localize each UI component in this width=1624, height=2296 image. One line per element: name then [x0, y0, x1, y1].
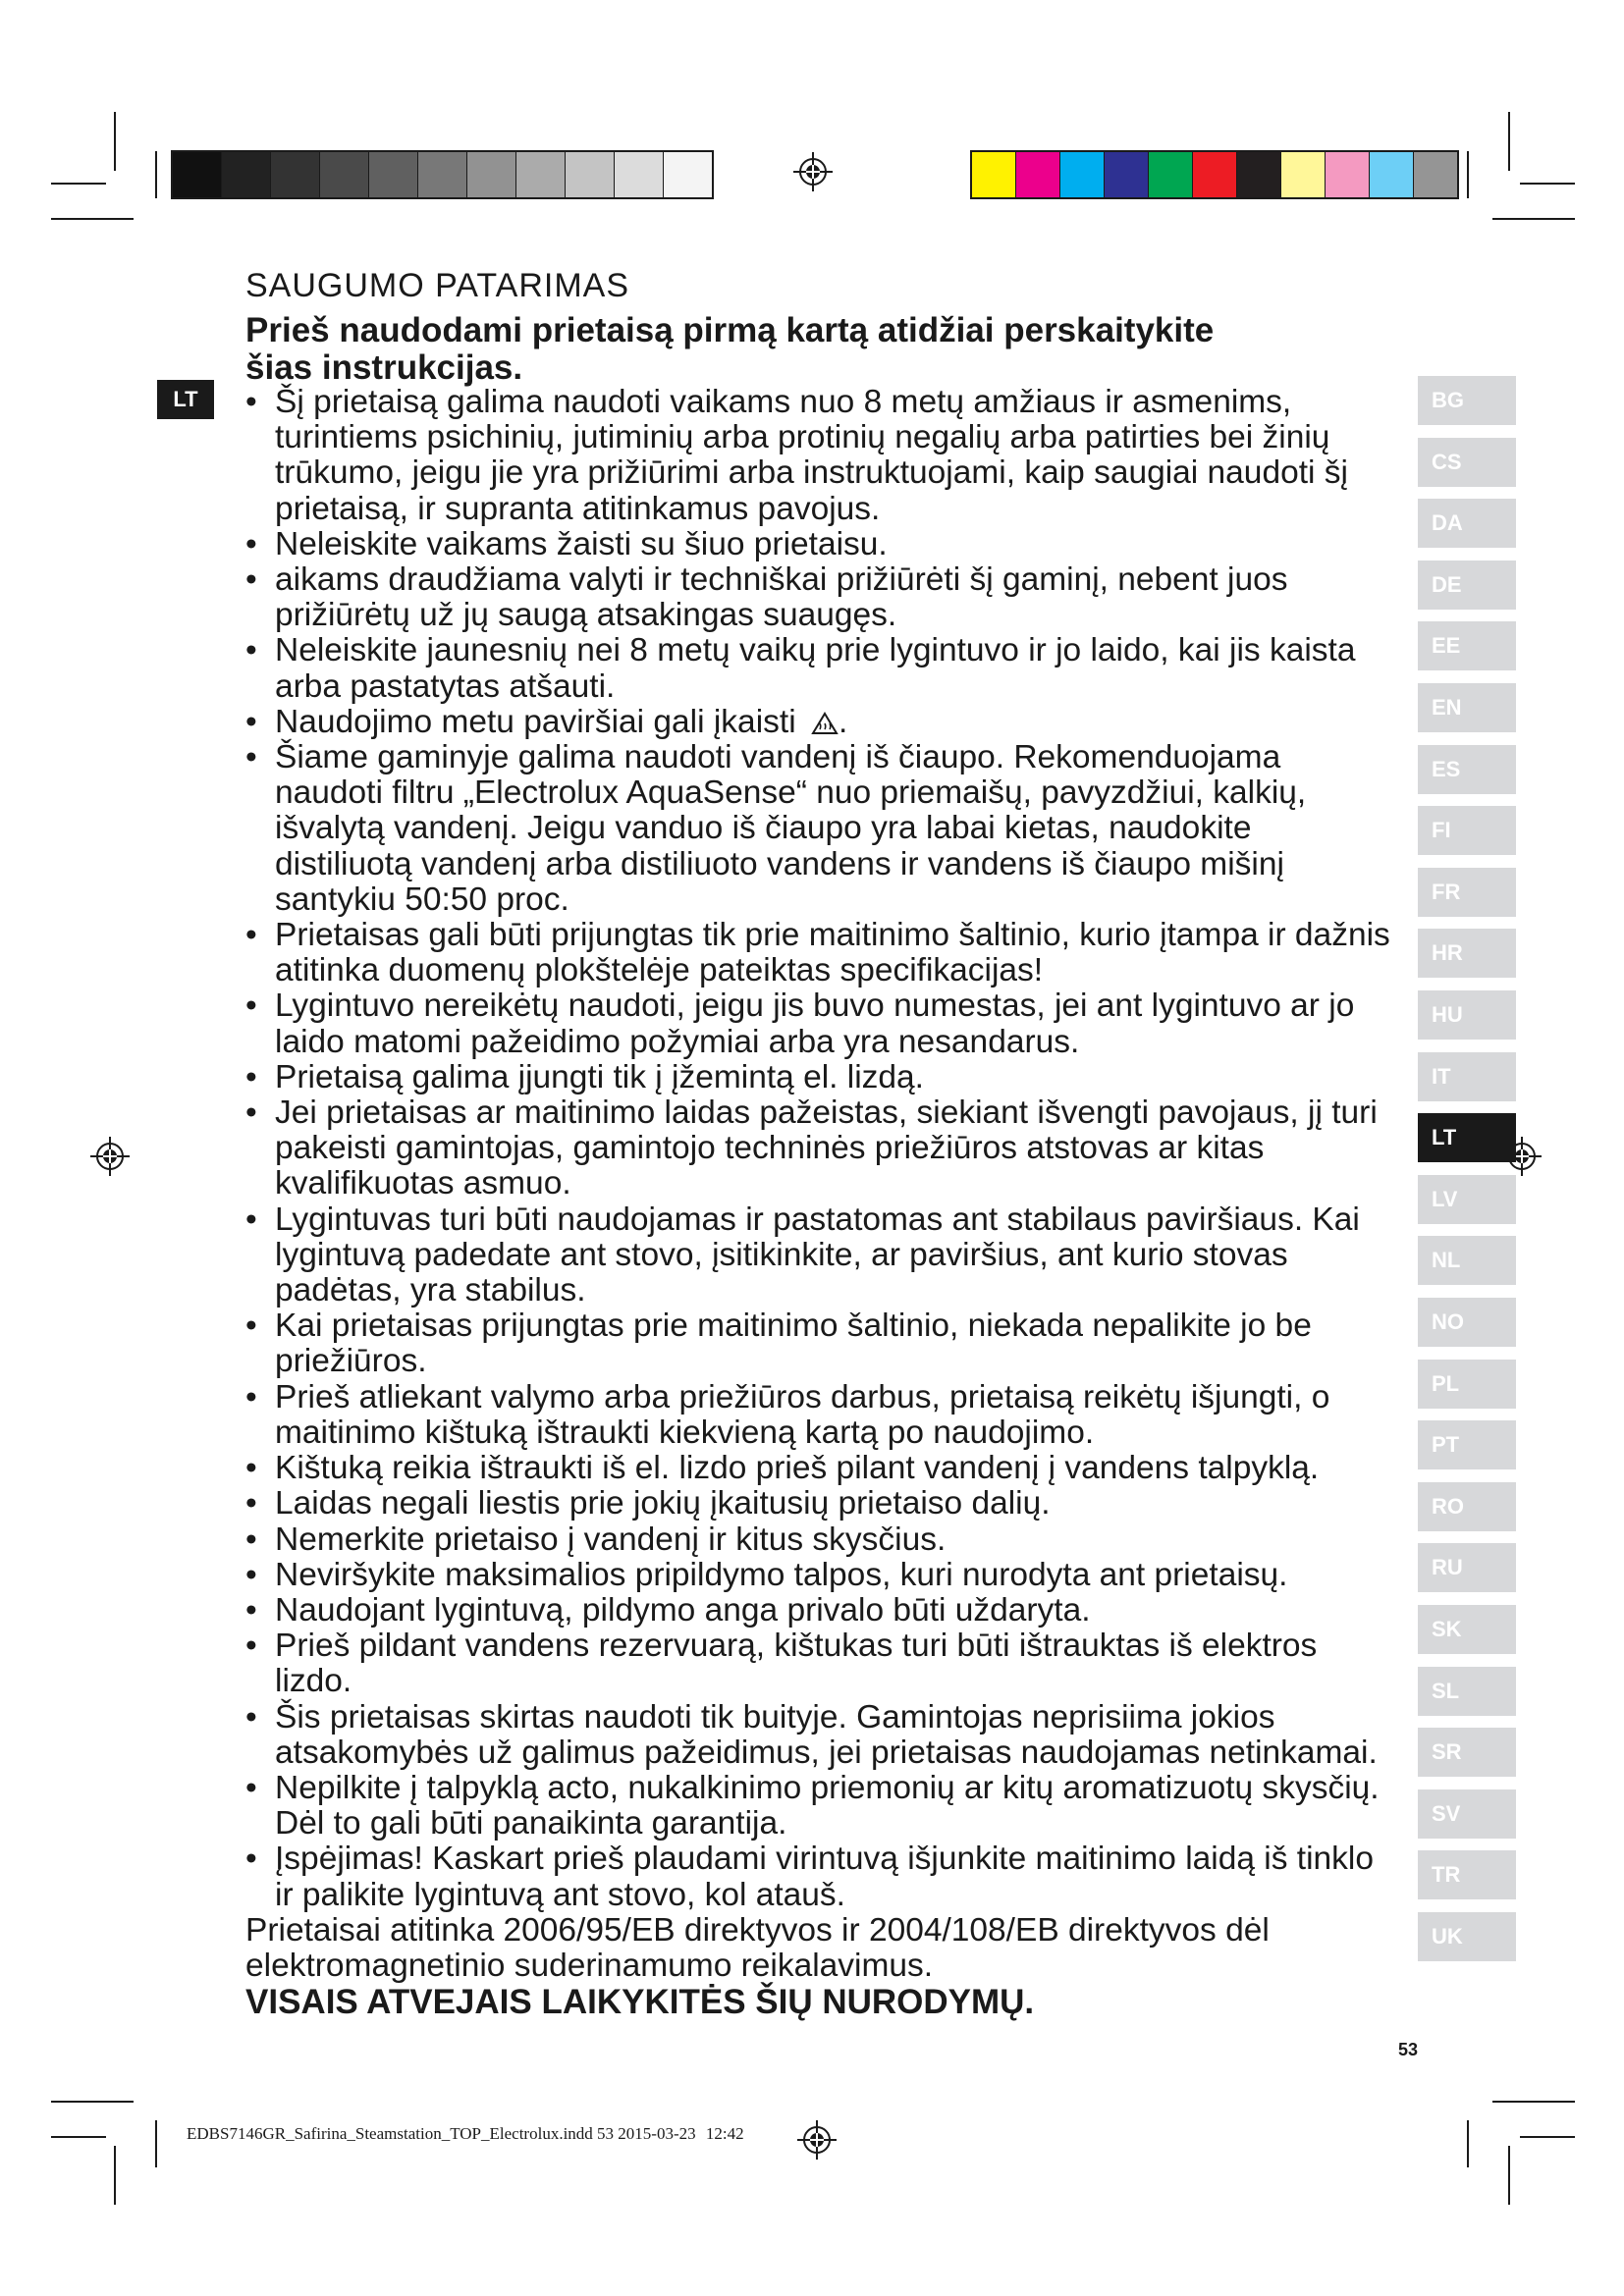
list-item: • Prieš pildant vandens rezervuarą, kištukas turi būti ištrauktas iš elektros lizdo. [245, 1629, 1394, 1699]
language-tab-hu: HU [1418, 990, 1516, 1040]
language-tab-es: ES [1418, 745, 1516, 794]
grayscale-calibration-strip [171, 150, 714, 199]
gray-swatch [320, 152, 369, 197]
language-tab-nl: NL [1418, 1236, 1516, 1285]
gray-swatch [222, 152, 271, 197]
list-item: • Neleiskite vaikams žaisti su šiuo prietaisu. [245, 527, 1394, 562]
language-tab-hr: HR [1418, 929, 1516, 978]
footer-date: 2015-03-23 [618, 2124, 696, 2143]
color-swatch [972, 152, 1016, 197]
language-tab-tr: TR [1418, 1850, 1516, 1899]
color-swatch [1281, 152, 1326, 197]
registration-mark-icon [797, 2120, 837, 2160]
list-item: • Lygintuvo nereikėtų naudoti, jeigu jis buvo numestas, jei ant lygintuvo ar jo laido matomi pažeidimo požymiai arba yra nesandarus. [245, 988, 1394, 1059]
footer-time: 12:42 [705, 2124, 744, 2143]
color-swatch [1105, 152, 1149, 197]
language-tab-ru: RU [1418, 1543, 1516, 1592]
gray-swatch [467, 152, 516, 197]
gray-swatch [271, 152, 320, 197]
gray-swatch [173, 152, 222, 197]
list-item: • Nepilkite į talpyklą acto, nukalkinimo priemonių ar kitų aromatizuotų skysčių. Dėl to gali būti panaikinta garantija. [245, 1771, 1394, 1842]
safety-instructions [245, 385, 1394, 2021]
color-swatch [1060, 152, 1105, 197]
print-slug [187, 2124, 744, 2144]
color-swatch [1326, 152, 1370, 197]
list-item: • Jei prietaisas ar maitinimo laidas pažeistas, siekiant išvengti pavojaus, jį turi pakeisti gamintojas, gamintojo techninės priežiūros atstovas ar kitas kvalifikuotas asmuo. [245, 1095, 1394, 1202]
hot-surface-warning-icon [811, 712, 839, 735]
color-swatch [1237, 152, 1281, 197]
language-tab-pl: PL [1418, 1360, 1516, 1409]
color-swatch [1149, 152, 1193, 197]
list-item: • Šiame gaminyje galima naudoti vandenį iš čiaupo. Rekomenduojama naudoti filtru „Electrolux AquaSense“ nuo priemaišų, pavyzdžiui, kalkių, išvalytą vandenį. Jeigu vanduo iš čiaupo yra labai kietas, naudokite distiliuotą vandenį arba distiliuoto vandens ir vandens iš čiaupo mišinį santykiu 50:50 proc. [245, 740, 1394, 918]
language-tab-sr: SR [1418, 1728, 1516, 1777]
color-calibration-strip [970, 150, 1459, 199]
gray-swatch [615, 152, 664, 197]
language-tab-ee: EE [1418, 621, 1516, 670]
list-item: • Prieš atliekant valymo arba priežiūros darbus, prietaisą reikėtų išjungti, o maitinimo kištuką ištraukti kiekvieną kartą po naudojimo. [245, 1380, 1394, 1451]
gray-swatch [566, 152, 615, 197]
color-swatch [1193, 152, 1237, 197]
registration-mark-icon [793, 152, 833, 191]
list-item: • Lygintuvas turi būti naudojamas ir pastatomas ant stabilaus paviršiaus. Kai lygintuvą padedate ant stovo, įsitikinkite, ar paviršius, ant kurio stovas padėtas, yra stabilus. [245, 1202, 1394, 1309]
color-swatch [1414, 152, 1457, 197]
language-tab-uk: UK [1418, 1912, 1516, 1961]
list-item: • Prietaisas gali būti prijungtas tik prie maitinimo šaltinio, kurio įtampa ir dažnis atitinka duomenų plokštelėje pateiktas specifikacijas! [245, 918, 1394, 988]
safety-list [245, 385, 1394, 1913]
list-item: • Nemerkite prietaiso į vandenį ir kitus skysčius. [245, 1522, 1394, 1558]
language-tab-ro: RO [1418, 1482, 1516, 1531]
footer-page: 53 [597, 2124, 615, 2143]
compliance-statement: Prietaisai atitinka 2006/95/EB direktyvos ir 2004/108/EB direktyvos dėl elektromagnetinio suderinamumo reikalavimus. [245, 1911, 1270, 1984]
language-tab-lv: LV [1418, 1175, 1516, 1224]
list-item: • Šį prietaisą galima naudoti vaikams nuo 8 metų amžiaus ir asmenims, turintiems psichinių, jutiminių arba protinių negalių arba patirties bei žinių trūkumo, jeigu jie yra prižiūrimi arba instruktuojami, kaip saugiai naudoti šį prietaisą, ir supranta atitinkamus pavojus. [245, 385, 1394, 527]
language-tab-de: DE [1418, 561, 1516, 610]
list-item: • Naudojant lygintuvą, pildymo anga privalo būti uždaryta. [245, 1593, 1394, 1629]
language-tab-it: IT [1418, 1052, 1516, 1101]
color-swatch [1016, 152, 1060, 197]
list-item: • Šis prietaisas skirtas naudoti tik buityje. Gamintojas neprisiima jokios atsakomybės už galimus pažeidimus, jei prietaisas naudojamas netinkamai. [245, 1700, 1394, 1771]
gray-swatch [418, 152, 467, 197]
language-tab-sk: SK [1418, 1605, 1516, 1654]
gray-swatch [516, 152, 566, 197]
language-tab-fr: FR [1418, 868, 1516, 917]
gray-swatch [369, 152, 418, 197]
list-item: • Kai prietaisas prijungtas prie maitinimo šaltinio, niekada nepalikite jo be priežiūros. [245, 1308, 1394, 1379]
current-language-tab: LT [157, 380, 214, 419]
footer-file: EDBS7146GR_Safirina_Steamstation_TOP_Electrolux.indd [187, 2124, 593, 2143]
language-tab-cs: CS [1418, 438, 1516, 487]
registration-mark-icon [90, 1137, 130, 1176]
language-tab-fi: FI [1418, 806, 1516, 855]
page-number: 53 [1398, 2040, 1419, 2059]
language-tab-en: EN [1418, 683, 1516, 732]
list-item: • Naudojimo metu paviršiai gali įkaisti . [245, 705, 1394, 740]
language-tab-sl: SL [1418, 1667, 1516, 1716]
gray-swatch [664, 152, 712, 197]
list-item: • Laidas negali liestis prie jokių įkaitusių prietaiso dalių. [245, 1486, 1394, 1522]
language-tab-lt: LT [1418, 1113, 1516, 1162]
language-tab-no: NO [1418, 1298, 1516, 1347]
section-title: SAUGUMO PATARIMAS [245, 267, 630, 304]
list-item: • Neleiskite jaunesnių nei 8 metų vaikų prie lygintuvo ir jo laido, kai jis kaista arba pastatytas atšauti. [245, 633, 1394, 704]
final-note: VISAIS ATVEJAIS LAIKYKITĖS ŠIŲ NURODYMŲ. [245, 1983, 1035, 2022]
language-tab-bg: BG [1418, 376, 1516, 425]
language-tab-da: DA [1418, 499, 1516, 548]
list-item: • Įspėjimas! Kaskart prieš plaudami virintuvą išjunkite maitinimo laidą iš tinklo ir palikite lygintuvą ant stovo, kol atauš. [245, 1842, 1394, 1912]
list-item: • Neviršykite maksimalios pripildymo talpos, kuri nurodyta ant prietaisų. [245, 1558, 1394, 1593]
language-tab-sv: SV [1418, 1789, 1516, 1839]
page-subtitle: Prieš naudodami prietaisą pirmą kartą atidžiai perskaitykite šias instrukcijas. [245, 311, 1215, 387]
list-item: • aikams draudžiama valyti ir techniškai prižiūrėti šį gaminį, nebent juos prižiūrėtų už jų saugą atsakingas suaugęs. [245, 562, 1394, 633]
color-swatch [1370, 152, 1414, 197]
list-item: • Kištuką reikia ištraukti iš el. lizdo prieš pilant vandenį į vandens talpyklą. [245, 1451, 1394, 1486]
language-tab-pt: PT [1418, 1420, 1516, 1469]
list-item: • Prietaisą galima įjungti tik į įžemintą el. lizdą. [245, 1060, 1394, 1095]
